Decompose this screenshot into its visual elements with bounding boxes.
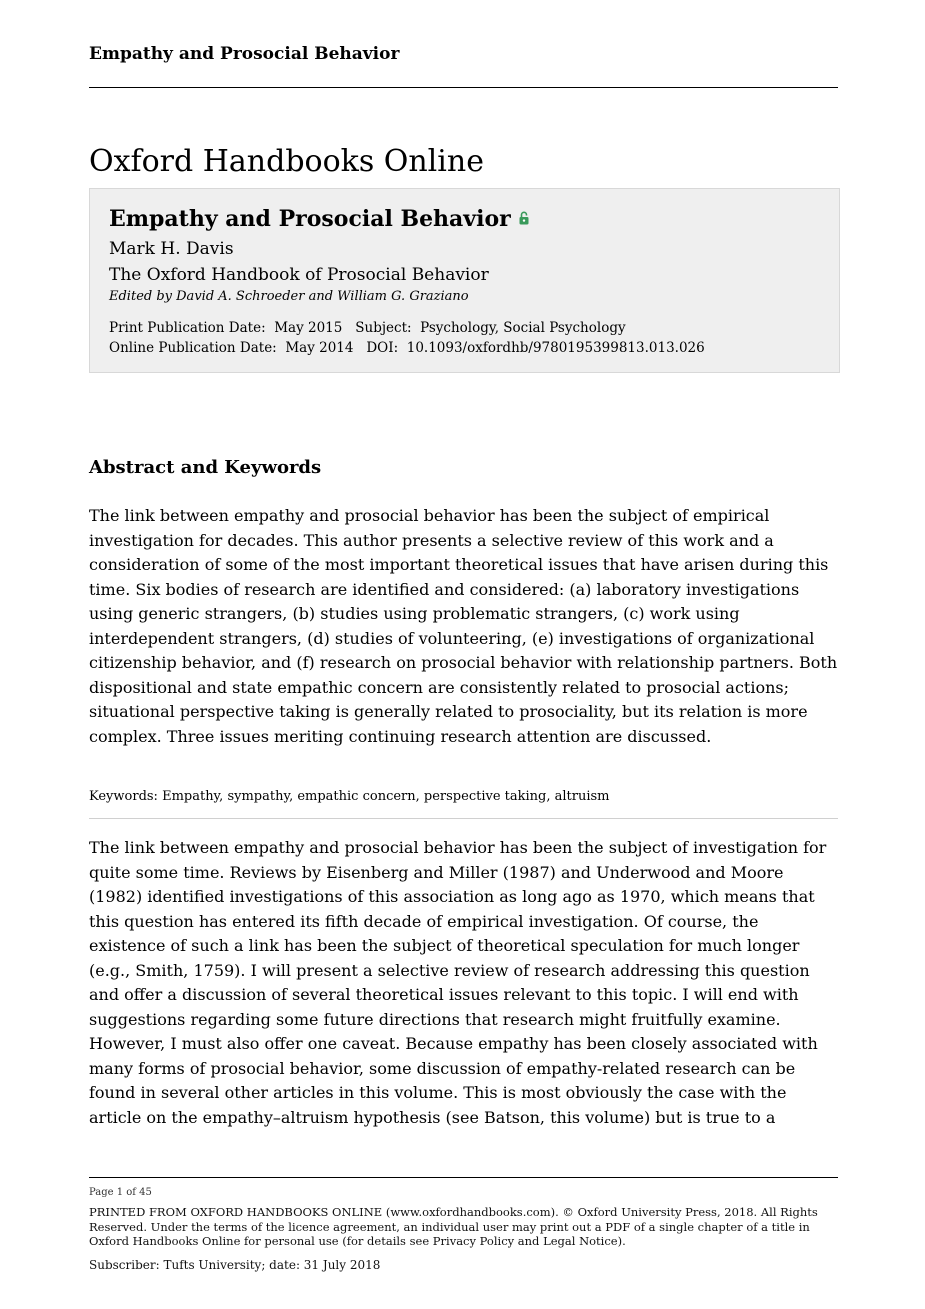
footer-divider — [89, 1177, 838, 1178]
editors-line: Edited by David A. Schroeder and William G. Graziano — [109, 289, 469, 304]
author-name: Mark H. Davis — [109, 239, 234, 259]
site-title: Oxford Handbooks Online — [89, 144, 484, 179]
handbook-title: The Oxford Handbook of Prosocial Behavior — [109, 265, 489, 285]
chapter-title: Empathy and Prosocial Behavior — [109, 206, 511, 232]
chapter-metadata-box — [89, 188, 840, 373]
keywords-line: Keywords: Empathy, sympathy, empathic concern, perspective taking, altruism — [89, 789, 610, 804]
online-date: May 2014 — [285, 340, 354, 356]
print-date-label: Print Publication Date: — [109, 320, 266, 336]
abstract-heading: Abstract and Keywords — [89, 457, 322, 478]
copyright-notice: PRINTED FROM OXFORD HANDBOOKS ONLINE (www.oxfordhandbooks.com). © Oxford University Press, 2018. All Rights Reserved. Under the terms of the licence agreement, an individual user may print out a PDF of a single chapter of a title in Oxford Handbooks Online for personal use (for details see Privacy Policy and Legal Notice). — [89, 1205, 818, 1248]
body-paragraph: The link between empathy and prosocial behavior has been the subject of investigation for quite some time. Reviews by Eisenberg and Miller (1987) and Underwood and Moore (1982) identified investigations of this association as long ago as 1970, which means that this question has entered its fifth decade of empirical investigation. Of course, the existence of such a link has been the subject of theoretical speculation for much longer (e.g., Smith, 1759). I will present a selective review of research addressing this question and offer a discussion of several theoretical issues relevant to this topic. I will end with suggestions regarding some future directions that research might fruitfully examine. However, I must also offer one caveat. Because empathy has been closely associated with many forms of prosocial behavior, some discussion of empathy-related research can be found in several other articles in this volume. This is most obviously the case with the article on the empathy–altruism hypothesis (see Batson, this volume) but is true to a — [89, 838, 827, 1127]
print-date: May 2015 — [274, 320, 343, 336]
header-divider — [89, 87, 838, 88]
subscriber-line: Subscriber: Tufts University; date: 31 July 2018 — [89, 1258, 381, 1272]
print-publication-row — [109, 320, 626, 336]
online-publication-row — [109, 340, 705, 356]
subject-label: Subject: — [355, 320, 412, 336]
abstract-paragraph: The link between empathy and prosocial behavior has been the subject of empirical investigation for decades. This author presents a selective review of this work and a consideration of some of the most important theoretical issues that have arisen during this time. Six bodies of research are identified and considered: (a) laboratory investigations using generic strangers, (b) studies using problematic strangers, (c) work using interdependent strangers, (d) studies of volunteering, (e) investigations of organizational citizenship behavior, and (f) research on prosocial behavior with relationship partners. Both dispositional and state empathic concern are consistently related to prosocial actions; situational perspective taking is generally related to prosociality, but its relation is more complex. Three issues meriting continuing research attention are discussed. — [89, 506, 838, 746]
page-number: Page 1 of 45 — [89, 1187, 152, 1198]
keywords-divider — [89, 818, 838, 819]
chapter-title-row — [109, 205, 529, 232]
open-access-lock-icon — [519, 205, 529, 231]
subject-value: Psychology, Social Psychology — [420, 320, 626, 336]
online-date-label: Online Publication Date: — [109, 340, 277, 356]
running-head-title: Empathy and Prosocial Behavior — [89, 44, 400, 64]
doi-value: 10.1093/oxfordhb/9780195399813.013.026 — [406, 340, 705, 356]
doi-label: DOI: — [366, 340, 399, 356]
